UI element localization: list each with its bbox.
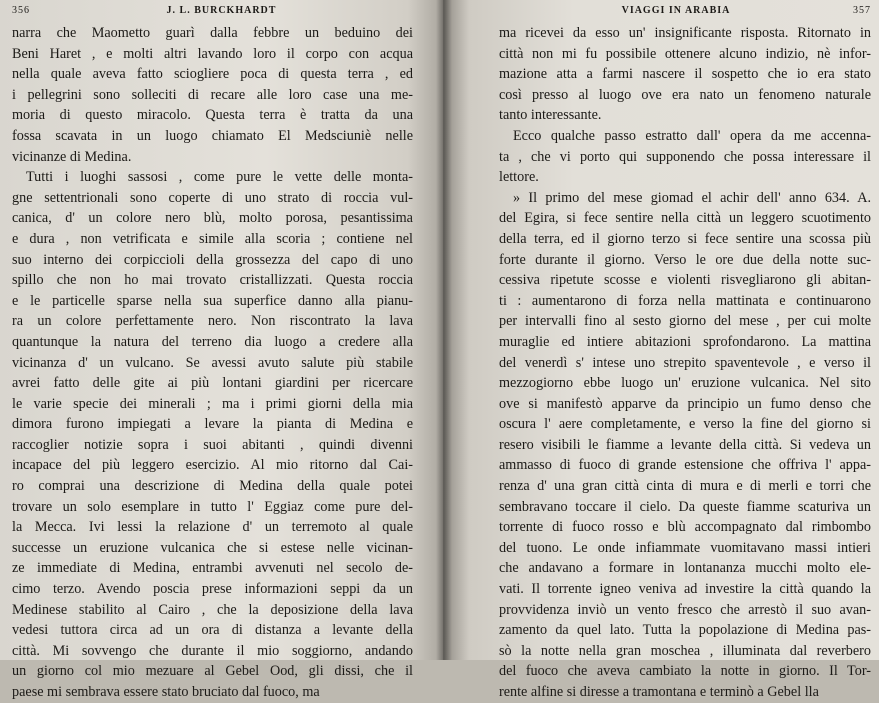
text-line: canica, d' un colore nero blù, molto porosa, pesantissima xyxy=(12,210,413,227)
text-line: i pellegrini sono solleciti di recare alle loro case una me- xyxy=(12,86,413,103)
text-line: raccoglier notizie sopra i suoi abitanti , quindi divenni xyxy=(12,436,413,453)
text-line: muraglie ed intiere abitazioni sprofondarono. La mattina xyxy=(499,333,871,350)
text-line: rente alfine si diresse a tramontana e terminò a Gebel lla xyxy=(499,684,819,700)
text-line: ti : aumentarono di forza nella mattinata e continuarono xyxy=(499,292,871,309)
left-page-number: 356 xyxy=(12,5,30,16)
text-line: quantunque la natura del terreno dia luogo a credere alla xyxy=(12,333,413,350)
text-line: torrente di fuoco rosso e blù accompagnato dal rimbombo xyxy=(499,519,871,536)
text-line: zamento da quel lato. Tutta la popolazione di Medina pas- xyxy=(499,622,871,639)
text-line: mazione atta a farmi nascere il sospetto che io era stato xyxy=(499,66,871,83)
right-page-header xyxy=(499,5,871,19)
left-page-header xyxy=(12,5,413,19)
text-line: suo interno dei corpiccioli della grossezza del capo di uno xyxy=(12,251,413,268)
text-line: gne settentrionali sono coperte di uno strato di roccia vul- xyxy=(12,189,413,206)
text-line: della terra, ed il giorno terzo si fece sentire una scossa più xyxy=(499,230,871,247)
text-line: ro comprai una descrizione di Medina della quale potei xyxy=(12,478,413,495)
text-line: ra un colore perfettamente nero. Non riscontrato la lava xyxy=(12,313,413,330)
text-line: un giorno col mio mezuare al Gebel Ood, gli dissi, che il xyxy=(12,663,413,680)
text-line: vicinanza d' un vulcano. Se avessi avuto salute più stabile xyxy=(12,354,413,371)
text-line: del venerdì s' intese uno strepito spaventevole , e verso il xyxy=(499,354,871,371)
text-line: vedesi tuttora circa ad un ora di distanza a levante della xyxy=(12,622,413,639)
text-line: del Egira, si fece sentire nella città un leggero scuotimento xyxy=(499,210,871,227)
text-line: nella quale aveva fatto sciogliere poca di questa terra , ed xyxy=(12,66,413,83)
text-line: ta , che vi porto qui supponendo che possa interessare il xyxy=(499,148,871,165)
text-line: Beni Haret , e molti altri lavando loro il corpo con acqua xyxy=(12,45,413,62)
text-line: avrei fatto delle gite ai più lontani giardini per ricercare xyxy=(12,375,413,392)
text-line: e dura , non vetrificata e simile alla scoria ; contiene nel xyxy=(12,230,413,247)
text-line: così presso al luogo ove era nato un fenomeno naturale xyxy=(499,86,871,103)
text-line: e le particelle sparse nella sua superfice danno alla pianu- xyxy=(12,292,413,309)
text-line: ammasso di fuoco di grande estensione che offriva l' appa- xyxy=(499,457,871,474)
text-line: paese mi sembrava essere stato bruciato dal fuoco, ma xyxy=(12,684,320,700)
text-line: vicinanze di Medina. xyxy=(12,148,132,165)
text-line: forte durante il giorno. Verso le ore due della notte suc- xyxy=(499,251,871,268)
text-line: Medinese stabilito al Cairo , che la deposizione della lava xyxy=(12,601,413,618)
text-line: del fuoco che aveva cambiato la notte in giorno. Il Tor- xyxy=(499,663,871,680)
text-line: trovare un solo esemplare in tutto l' Eggiaz come pure del- xyxy=(12,498,413,515)
right-page-body xyxy=(499,23,871,703)
text-line: che andavano a formare in lontananza mucchi molto ele- xyxy=(499,560,871,577)
text-line: mezzogiorno ebbe luogo un' eruzione vulcanica. Nel sito xyxy=(499,375,871,392)
text-line: la Mecca. Ivi lessi la relazione d' un terremoto al quale xyxy=(12,519,413,536)
text-line: sò la notte nella gran moschea , illuminata dal reverbero xyxy=(499,642,871,659)
right-running-head: VIAGGI IN ARABIA xyxy=(621,5,731,16)
text-line: provvidenza inviò un vento fresco che arrestò il suo avan- xyxy=(499,601,871,618)
text-line: Ecco qualche passo estratto dall' opera da me accenna- xyxy=(513,127,871,144)
text-line: cessiva ripetute scosse e violenti risvegliarono gli abitan- xyxy=(499,272,871,289)
text-line: lettore. xyxy=(499,169,539,186)
text-line: fossa scavata in un luogo chiamato El Medsciuniè nelle xyxy=(12,127,413,144)
text-line: narra che Maometto guarì dalla febbre un beduino dei xyxy=(12,25,413,41)
text-line: del tuono. Le onde infiammate vuomitavano massi intieri xyxy=(499,539,871,556)
text-line: dimora furono impiegati a levare la pianta di Medina e xyxy=(12,416,413,433)
right-page xyxy=(443,0,879,700)
text-line: vati. Il torrente igneo veniva ad investire la città quando la xyxy=(499,581,871,598)
left-running-head: J. L. BURCKHARDT xyxy=(166,5,277,16)
text-line: successe un eruzione vulcanica che si estese nelle vicinan- xyxy=(12,539,413,556)
text-line: renza d' una gran città cinta di mura e di merli e torri che xyxy=(499,478,871,495)
text-line: incapace del più leggero esercizio. Al mio ritorno dal Cai- xyxy=(12,457,413,474)
left-page-body xyxy=(12,23,413,703)
text-line: per intervalli fino al sesto giorno del mese , per cui molte xyxy=(499,313,871,330)
text-line: resero visibili le fiamme a levante della città. Si vedeva un xyxy=(499,436,871,453)
text-line: città non mi fu possibile ottenere alcuno indizio, nè infor- xyxy=(499,45,871,62)
right-page-number: 357 xyxy=(852,5,871,16)
text-line: ze immediate di Medina, entrambi avvenuti nel secolo de- xyxy=(12,560,413,577)
text-line: città. Mi sovvengo che durante il mio soggiorno, andando xyxy=(12,642,413,659)
text-line: ove si manifestò apparve da principio un fumo denso che xyxy=(499,395,871,412)
text-line: sembravano toccare il cielo. Da queste fiamme scaturiva un xyxy=(499,498,871,515)
text-line: Tutti i luoghi sassosi , come pure le vette delle monta- xyxy=(26,169,413,186)
text-line: tanto interessante. xyxy=(499,107,602,124)
text-line: moria di questo miracolo. Questa terra è tratta da una xyxy=(12,107,413,124)
text-line: cimo terzo. Avendo poscia prese informazioni seppi da un xyxy=(12,581,413,598)
text-line: oscura l' aere completamente, e verso la fine del giorno si xyxy=(499,416,871,433)
text-line: » Il primo del mese giomad el achir dell' anno 634. A. xyxy=(513,189,871,206)
text-line: spillo che non ho mai trovato cristallizzati. Questa roccia xyxy=(12,272,413,289)
text-line: ma ricevei da esso un' insignificante risposta. Ritornato in xyxy=(499,25,871,41)
text-line: le varie specie dei minerali ; ma i primi giorni della mia xyxy=(12,395,413,412)
